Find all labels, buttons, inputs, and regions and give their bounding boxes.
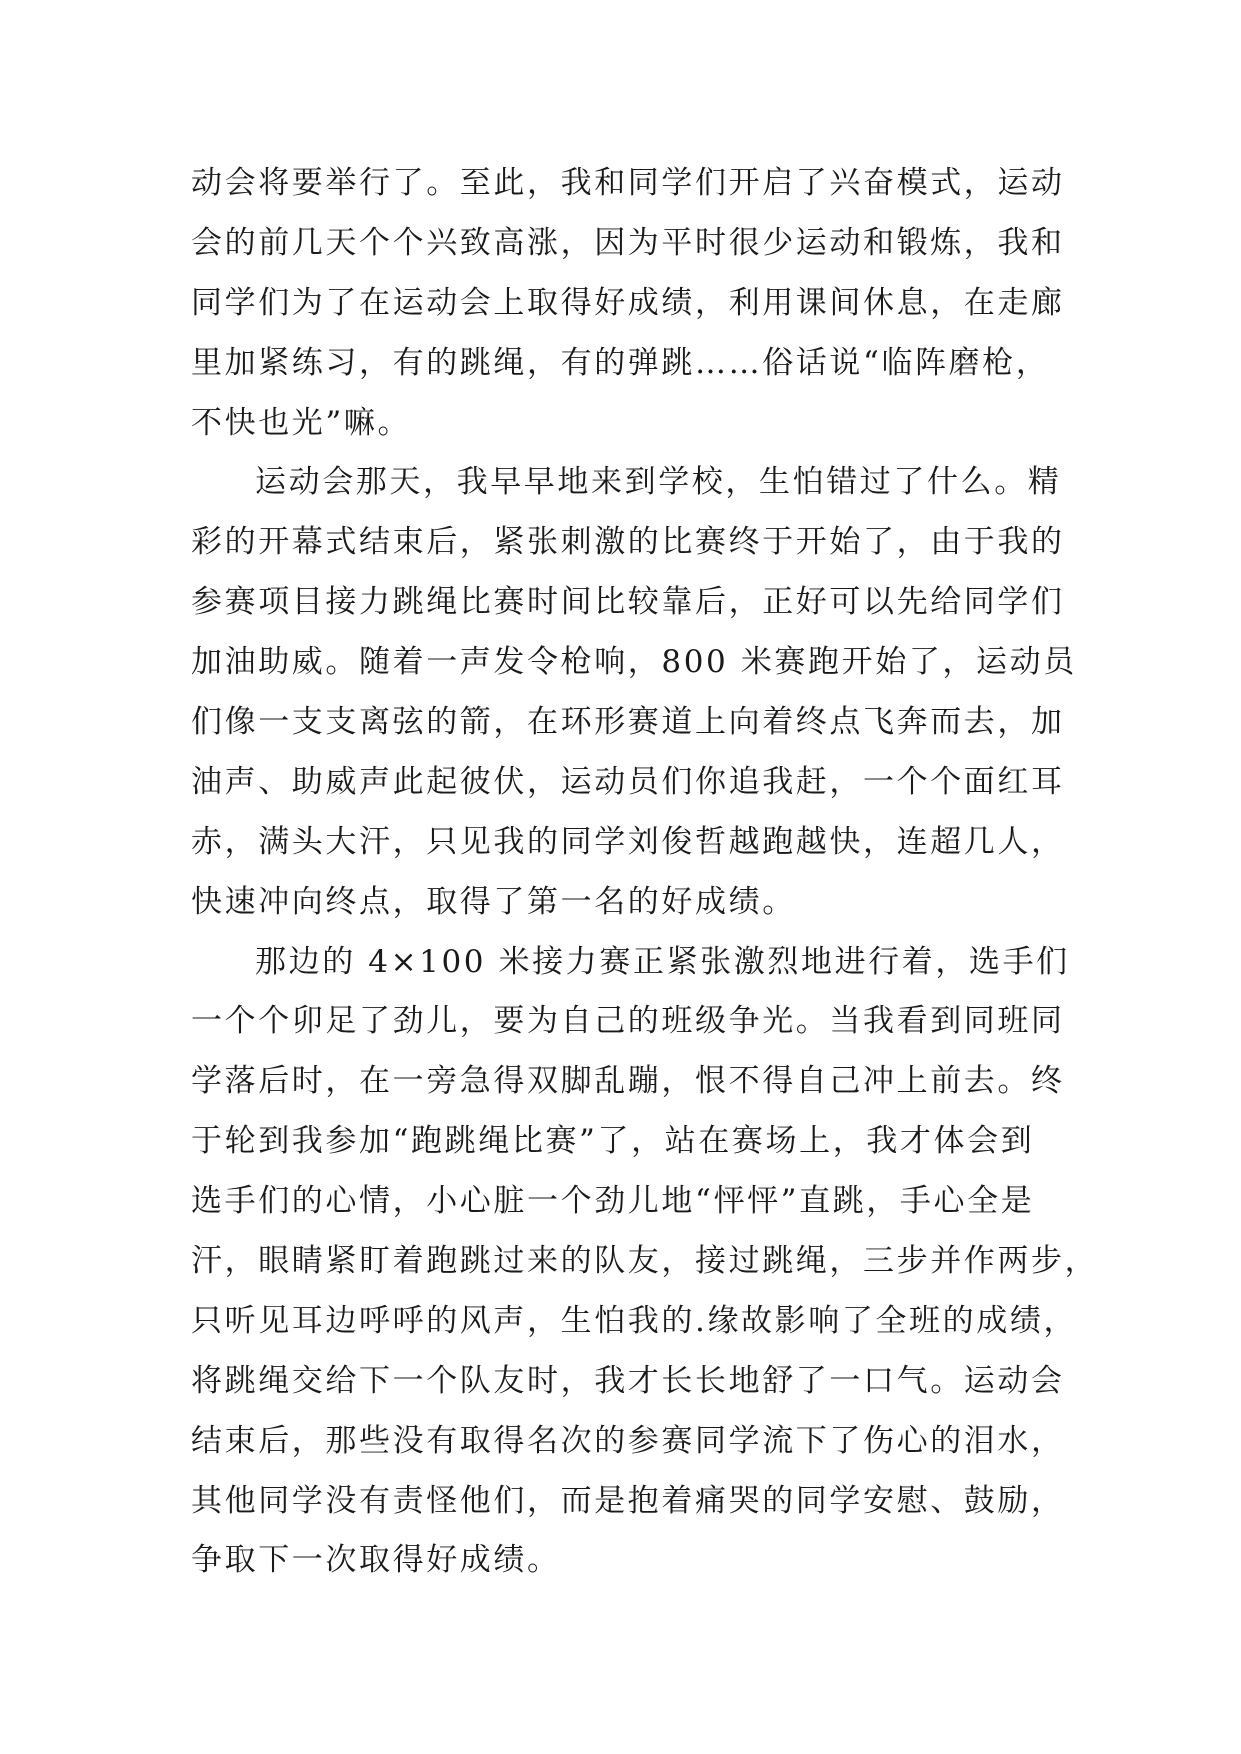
text-line: 们像一支支离弦的箭，在环形赛道上向着终点飞奔而去，加 [191,704,1065,741]
paragraph [191,154,1065,453]
text-line: 快速冲向终点，取得了第一名的好成绩。 [191,883,796,920]
text-line: 运动会那天，我早早地来到学校，生怕错过了什么。精 [255,464,1062,501]
text-line: 彩的开幕式结束后，紧张刺激的比赛终于开始了，由于我的 [191,524,1065,561]
paragraph [191,453,1077,932]
text-line: 同学们为了在运动会上取得好成绩，利用课间休息，在走廊 [191,284,1065,321]
essay-body [191,154,1099,1591]
text-line: 加油助威。随着一声发令枪响，800 米赛跑开始了，运动员 [191,644,1077,681]
text-line: 其他同学没有责怪他们，而是抱着痛哭的同学安慰、鼓励， [191,1482,1065,1519]
text-line: 汗，眼睛紧盯着跑跳过来的队友，接过跳绳，三步并作两步， [191,1243,1099,1280]
text-line: 那边的 4×100 米接力赛正紧张激烈地进行着，选手们 [255,943,1070,980]
text-line: 只听见耳边呼呼的风声，生怕我的.缘故影响了全班的成绩， [191,1302,1078,1339]
text-line: 不快也光”嘛。 [191,404,412,441]
text-line: 将跳绳交给下一个队友时，我才长长地舒了一口气。运动会 [191,1362,1065,1399]
text-line: 一个个卯足了劲儿，要为自己的班级争光。当我看到同班同 [191,1003,1065,1040]
text-line: 会的前几天个个兴致高涨，因为平时很少运动和锻炼，我和 [191,224,1065,261]
paragraph [191,933,1099,1592]
text-line: 里加紧练习，有的跳绳，有的弹跳……俗话说“临阵磨枪， [191,344,1050,381]
text-line: 争取下一次取得好成绩。 [191,1542,561,1579]
text-line: 赤，满头大汗，只见我的同学刘俊哲越跑越快，连超几人， [191,823,1065,860]
text-line: 参赛项目接力跳绳比赛时间比较靠后，正好可以先给同学们 [191,584,1065,621]
text-line: 于轮到我参加“跑跳绳比赛”了，站在赛场上，我才体会到 [191,1123,1035,1160]
text-line: 动会将要举行了。至此，我和同学们开启了兴奋模式，运动 [191,165,1065,201]
text-line: 结束后，那些没有取得名次的参赛同学流下了伤心的泪水， [191,1422,1065,1459]
text-line: 学落后时，在一旁急得双脚乱蹦，恨不得自己冲上前去。终 [191,1063,1065,1100]
text-line: 油声、助威声此起彼伏，运动员们你追我赶，一个个面红耳 [191,763,1065,800]
text-line: 选手们的心情，小心脏一个劲儿地“怦怦”直跳，手心全是 [191,1183,1035,1220]
